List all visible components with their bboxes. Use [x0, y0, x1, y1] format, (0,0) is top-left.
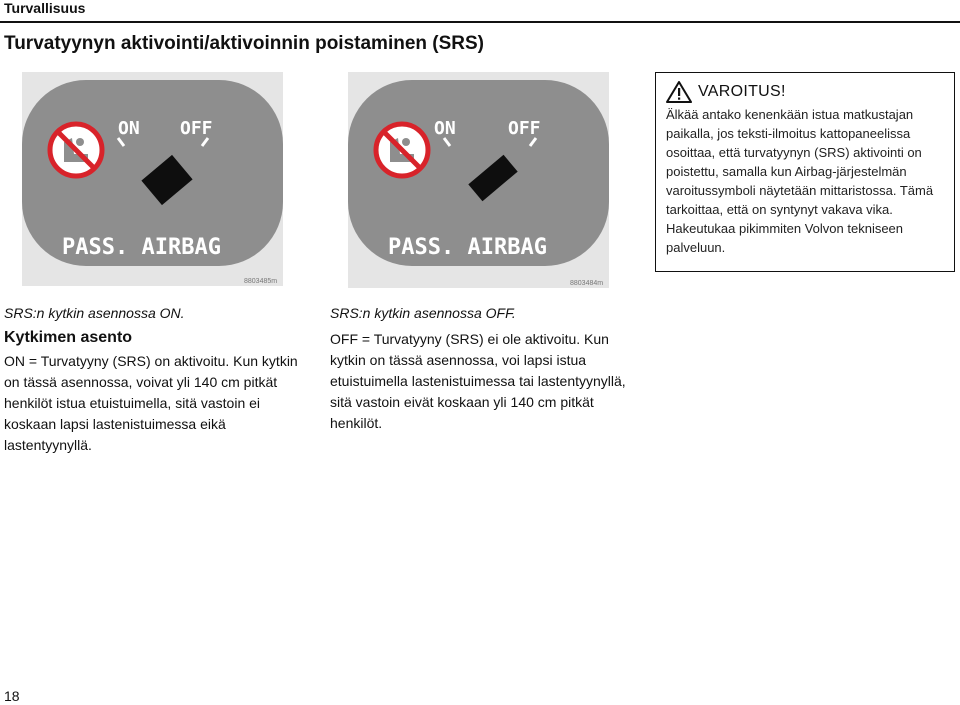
warning-triangle-icon	[666, 80, 692, 104]
section-header: Turvallisuus	[4, 0, 86, 16]
srs-switch-figure-off	[348, 72, 609, 288]
warning-text: Älkää antako kenenkään istua matkustajan paikalla, jos teksti-ilmoitus kattopaneelissa osoittaa, että turvatyynyn (SRS) aktivointi on poistettu, samalla kun Airbag-järjestelmän varoitussymboli näytetään mittaristossa. Tämä tarkoittaa, että on syntynyt vakava vika. Hakeutukaa pikimmiten Volvon tekniseen palveluun.	[666, 107, 934, 255]
figure-code: 8803484m	[570, 280, 604, 287]
figure-code: 8803485m	[244, 278, 278, 285]
page-number: 18	[4, 688, 20, 704]
srs-switch-figure-on	[22, 72, 283, 286]
warning-title: VAROITUS!	[698, 83, 786, 100]
page-title: Turvatyynyn aktivointi/aktivoinnin poistaminen (SRS)	[4, 33, 485, 54]
off-label: OFF	[180, 118, 213, 139]
warning-box	[655, 72, 955, 272]
airbag-label: PASS. AIRBAG	[62, 235, 221, 260]
figure-caption-off: SRS:n kytkin asennossa OFF.	[330, 305, 516, 321]
airbag-label: PASS. AIRBAG	[388, 235, 547, 260]
on-label: ON	[118, 118, 140, 139]
warning-header	[666, 79, 944, 105]
header-rule	[0, 21, 960, 23]
off-label: OFF	[508, 118, 541, 139]
section-heading: Kytkimen asento	[4, 329, 133, 346]
figure-caption-on: SRS:n kytkin asennossa ON.	[4, 305, 185, 321]
no-child-seat-icon	[376, 124, 428, 176]
body-text-off: OFF = Turvatyyny (SRS) ei ole aktivoitu. Kun kytkin on tässä asennossa, voi lapsi istua etuistuimella lastenistuimessa tai lastentyynyllä, sitä vastoin eivät koskaan yli 140 cm pitkät henkilöt.	[330, 331, 626, 431]
on-label: ON	[434, 118, 456, 139]
body-text-on: ON = Turvatyyny (SRS) on aktivoitu. Kun kytkin on tässä asennossa, voivat yli 140 cm pitkät henkilöt istua etuistuimella, sitä vastoin ei koskaan lapsi lastenistuimessa eikä lastentyynyllä.	[4, 353, 298, 453]
no-child-seat-icon	[50, 124, 102, 176]
